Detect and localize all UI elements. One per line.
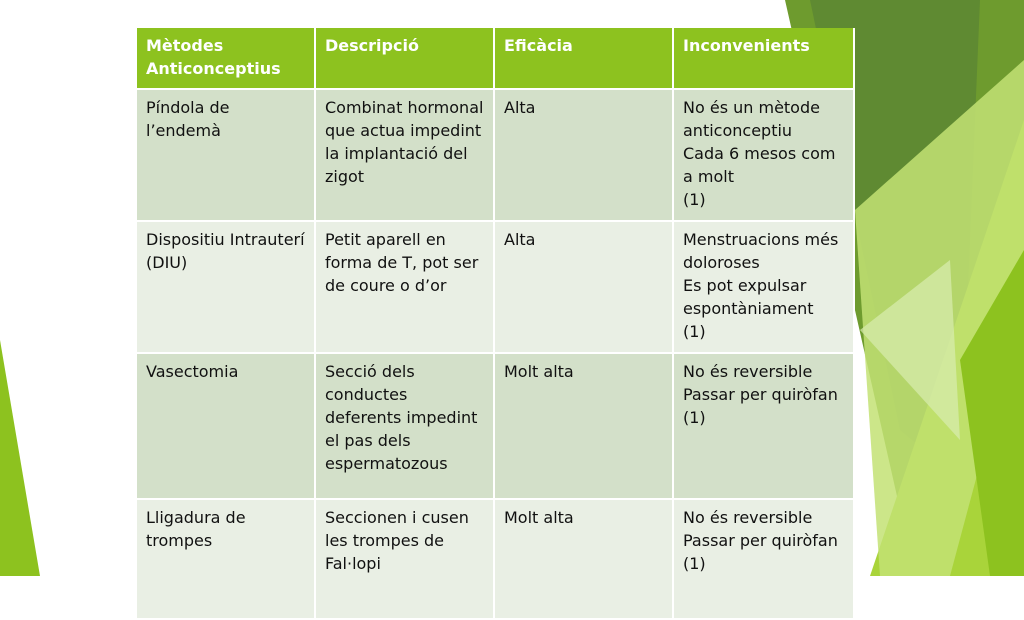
header-efficacy: Eficàcia [494, 28, 673, 89]
drawback-line: No és reversible [683, 362, 813, 381]
table-row [137, 353, 854, 499]
drawback-line: Menstruacions més doloroses [683, 230, 839, 272]
efficacy-cell: Molt alta [494, 499, 673, 619]
drawbacks-cell [673, 353, 854, 499]
description-cell: Seccionen i cusen les trompes de Fal·lopi [315, 499, 494, 619]
description-cell: Petit aparell en forma de T, pot ser de coure o d’or [315, 221, 494, 353]
table-header-row [137, 28, 854, 89]
method-cell: Vasectomia [137, 353, 315, 499]
drawbacks-cell [673, 89, 854, 221]
efficacy-cell: Molt alta [494, 353, 673, 499]
drawback-line: No és reversible [683, 508, 813, 527]
method-cell [137, 221, 315, 353]
drawback-line: Passar per quiròfan [683, 385, 838, 404]
efficacy-cell: Alta [494, 221, 673, 353]
header-drawbacks: Inconvenients [673, 28, 854, 89]
drawback-line: (1) [683, 408, 706, 427]
drawback-line: Passar per quiròfan [683, 531, 838, 550]
contraceptive-methods-table [137, 28, 855, 620]
drawback-line: Cada 6 mesos com a molt [683, 144, 836, 186]
table-row [137, 89, 854, 221]
drawback-line: (1) [683, 554, 706, 573]
drawback-line: No és un mètode anticonceptiu [683, 98, 820, 140]
drawback-line: (1) [683, 322, 706, 341]
drawback-line: (1) [683, 190, 706, 209]
header-methods: Mètodes Anticonceptius [137, 28, 315, 89]
method-cell: Lligadura de trompes [137, 499, 315, 619]
method-cell: Píndola de l’endemà [137, 89, 315, 221]
description-cell: Combinat hormonal que actua impedint la implantació del zigot [315, 89, 494, 221]
method-line: Dispositiu Intrauterí [146, 230, 305, 249]
efficacy-cell: Alta [494, 89, 673, 221]
table-row [137, 499, 854, 619]
drawbacks-cell [673, 221, 854, 353]
drawbacks-cell [673, 499, 854, 619]
method-line: (DIU) [146, 253, 188, 272]
header-description: Descripció [315, 28, 494, 89]
description-cell: Secció dels conductes deferents impedint el pas dels espermatozous [315, 353, 494, 499]
drawback-line: Es pot expulsar espontàniament [683, 276, 814, 318]
left-green-triangle [0, 340, 40, 576]
table-row [137, 221, 854, 353]
